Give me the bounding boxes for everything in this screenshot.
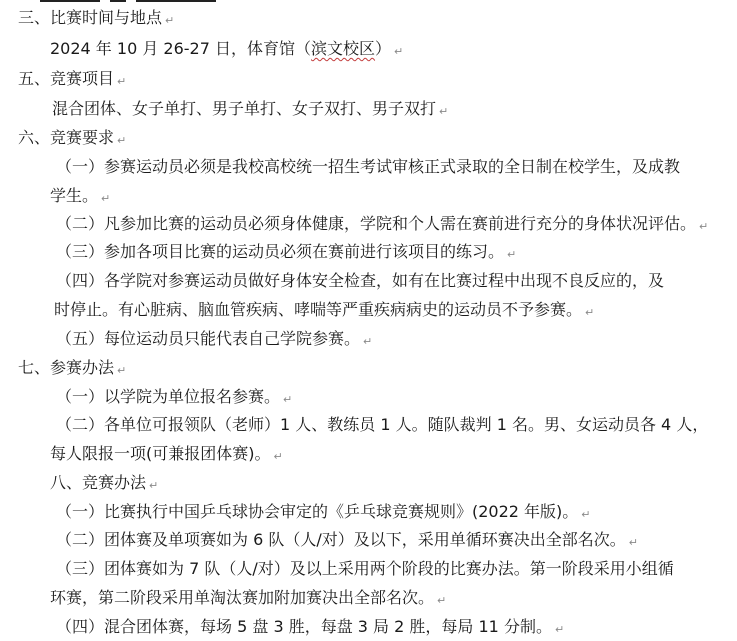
spellcheck-underlined-text: 滨文校区 [311,39,376,58]
paragraph-mark: ↵ [394,45,404,58]
rule-3-cont: 环赛，第二阶段采用单淘汰赛加附加赛决出全部名次。 ↵ [50,588,447,607]
paragraph-mark: ↵ [585,306,595,319]
paragraph-mark: ↵ [363,335,373,348]
requirement-4-cont: 时停止。有心脏病、脑血管疾病、哮喘等严重疾病病史的运动员不予参赛。 ↵ [54,300,595,319]
cropped-previous-line [40,0,260,3]
paragraph-mark: ↵ [507,248,517,261]
paragraph-mark: ↵ [165,14,175,27]
section-heading-8: 八、竞赛办法 ↵ [50,473,159,492]
method-2: （二）各单位可报领队（老师）1 人、教练员 1 人。随队裁判 1 名。男、女运动员各 4 人， [56,415,709,434]
paragraph-mark: ↵ [628,536,638,549]
requirement-4: （四）各学院对参赛运动员做好身体安全检查，如有在比赛过程中出现不良反应的，及 [56,271,665,290]
rule-2: （二）团体赛及单项赛如为 6 队（人/对）及以下，采用单循环赛决出全部名次。 ↵ [56,530,638,549]
paragraph-mark: ↵ [283,393,293,406]
paragraph-mark: ↵ [437,594,447,607]
paragraph-mark: ↵ [581,508,591,521]
requirement-5: （五）每位运动员只能代表自己学院参赛。 ↵ [56,329,373,348]
section-heading-6: 六、竞赛要求 ↵ [18,128,127,147]
section-heading-5: 五、竞赛项目 ↵ [18,69,127,88]
paragraph-mark: ↵ [273,450,283,463]
paragraph-mark: ↵ [439,105,449,118]
requirement-3: （三）参加各项目比赛的运动员必须在赛前进行该项目的练习。 ↵ [56,242,517,261]
paragraph-mark: ↵ [149,479,159,492]
rule-4: （四）混合团体赛，每场 5 盘 3 胜，每盘 3 局 2 胜，每局 11 分制。 ↵ [56,617,565,636]
paragraph-mark: ↵ [117,75,127,88]
section-heading-7: 七、参赛办法 ↵ [18,358,127,377]
requirement-1-cont: 学生。 ↵ [50,186,111,205]
method-2-cont: 每人限报一项(可兼报团体赛)。 ↵ [50,444,283,463]
method-1: （一）以学院为单位报名参赛。 ↵ [56,387,293,406]
requirement-1: （一）参赛运动员必须是我校高校统一招生考试审核正式录取的全日制在校学生，及成教 [56,157,681,176]
event-list: 混合团体、女子单打、男子单打、女子双打、男子双打 ↵ [52,99,449,118]
rule-3: （三）团体赛如为 7 队（人/对）及以上采用两个阶段的比赛办法。第一阶段采用小组循 [56,559,674,578]
paragraph-mark: ↵ [117,134,127,147]
requirement-2: （二）凡参加比赛的运动员必须身体健康，学院和个人需在赛前进行充分的身体状况评估。 ↵ [56,214,709,233]
paragraph-mark: ↵ [554,623,565,636]
event-date-venue: 2024 年 10 月 26-27 日，体育馆（滨文校区） ↵ [50,39,404,58]
rule-1: （一）比赛执行中国乒乓球协会审定的《乒乓球竞赛规则》(2022 年版)。 ↵ [56,502,591,521]
paragraph-mark: ↵ [699,220,709,233]
section-heading-3: 三、比赛时间与地点 ↵ [18,8,175,27]
paragraph-mark: ↵ [101,192,111,205]
paragraph-mark: ↵ [117,364,127,377]
